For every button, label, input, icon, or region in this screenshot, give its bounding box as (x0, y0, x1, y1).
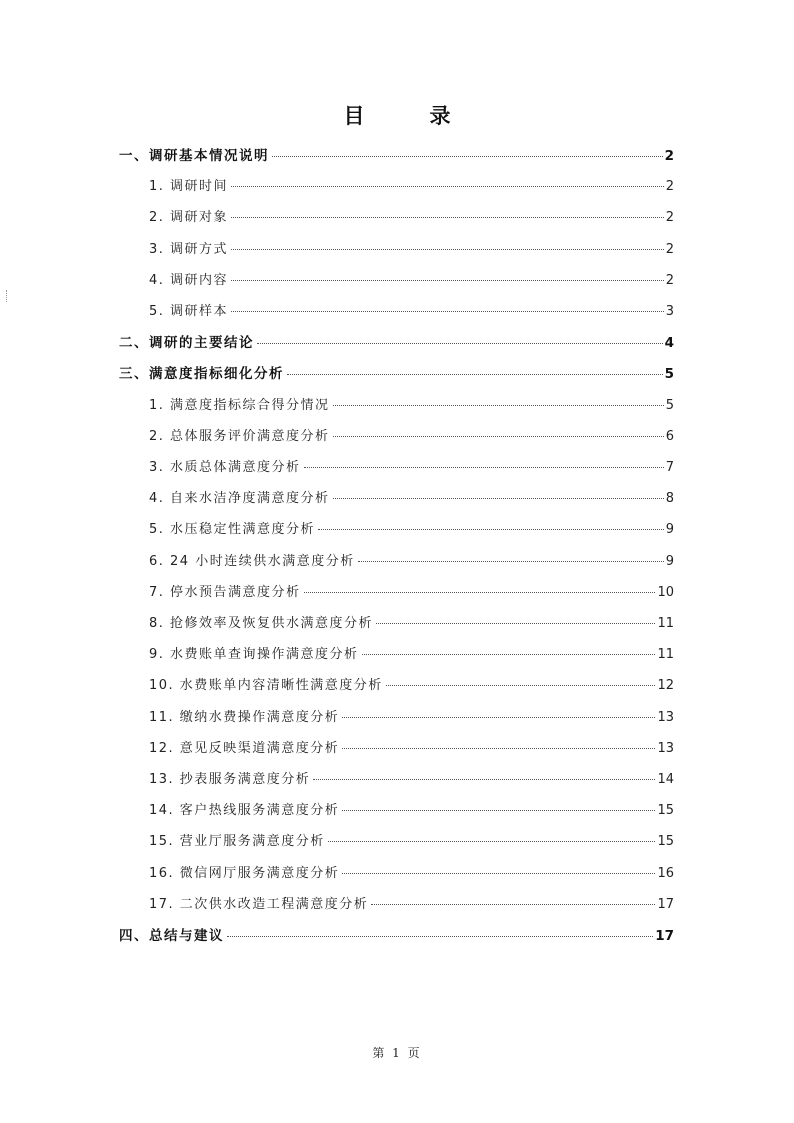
toc-title: 目 录 (343, 104, 473, 128)
toc-subsection-entry[interactable] (149, 643, 674, 665)
toc-subsection-entry[interactable] (149, 175, 674, 197)
toc-page-number: 14 (657, 772, 674, 787)
toc-dot-leader (342, 873, 655, 874)
toc-section-entry[interactable] (119, 924, 674, 946)
toc-subsection-entry[interactable] (149, 518, 674, 540)
toc-dot-leader (287, 374, 663, 375)
toc-page-number: 15 (657, 803, 674, 819)
toc-dot-leader (272, 156, 663, 157)
toc-page-number: 9 (665, 553, 674, 569)
toc-page-number: 17 (657, 896, 674, 912)
toc-dot-leader (313, 779, 655, 780)
toc-entry-text: 17. 二次供水改造工程满意度分析 (149, 896, 369, 912)
toc-entry-text: 13. 抄表服务满意度分析 (149, 772, 311, 787)
toc-entry-text: 14. 客户热线服务满意度分析 (149, 803, 340, 819)
toc-page-number: 2 (665, 179, 674, 195)
toc-dot-leader (342, 810, 655, 811)
toc-entry-text: 3. 水质总体满意度分析 (149, 460, 301, 475)
toc-subsection-entry[interactable] (149, 674, 674, 696)
toc-section-entry[interactable] (119, 362, 674, 384)
toc-dot-leader (371, 904, 655, 905)
toc-entry-text: 4. 自来水洁净度满意度分析 (149, 491, 330, 507)
toc-page-number: 2 (665, 210, 674, 226)
toc-dot-leader (333, 498, 664, 499)
toc-subsection-entry[interactable] (149, 394, 674, 416)
toc-entry-text: 2. 调研对象 (149, 210, 229, 226)
toc-dot-leader (376, 623, 655, 624)
toc-dot-leader (333, 436, 664, 437)
toc-entry-text: 6. 24 小时连续供水满意度分析 (149, 553, 355, 569)
toc-page-number: 17 (655, 928, 674, 944)
toc-entry-text: 5. 水压稳定性满意度分析 (149, 522, 316, 538)
toc-page-number: 8 (665, 491, 674, 507)
toc-subsection-entry[interactable] (149, 456, 674, 478)
toc-dot-leader (227, 936, 653, 937)
toc-entry-text: 一、调研基本情况说明 (119, 148, 269, 164)
toc-subsection-entry[interactable] (149, 581, 674, 603)
toc-page-number: 13 (657, 740, 674, 756)
toc-subsection-entry[interactable] (149, 830, 674, 852)
toc-dot-leader (304, 467, 664, 468)
toc-page-number: 2 (665, 241, 674, 257)
toc-section-entry[interactable] (119, 144, 674, 166)
toc-dot-leader (231, 249, 664, 250)
toc-subsection-entry[interactable] (149, 238, 674, 260)
toc-dot-leader (231, 280, 664, 281)
toc-page-number: 12 (657, 678, 674, 694)
toc-entry-text: 四、总结与建议 (119, 928, 224, 944)
toc-subsection-entry[interactable] (149, 862, 674, 884)
toc-subsection-entry[interactable] (149, 487, 674, 509)
toc-dot-leader (358, 561, 664, 562)
toc-subsection-entry[interactable] (149, 550, 674, 572)
toc-entry-text: 二、调研的主要结论 (119, 335, 254, 352)
toc-subsection-entry[interactable] (149, 300, 674, 322)
toc-entry-text: 1. 满意度指标综合得分情况 (149, 397, 330, 413)
toc-page-number: 16 (657, 865, 674, 881)
toc-page-number: 4 (664, 335, 674, 352)
toc-page-number: 15 (657, 834, 674, 850)
page-footer: 第 1 页 (372, 1046, 422, 1060)
toc-page-number: 7 (665, 460, 674, 475)
toc-page-number: 10 (657, 584, 674, 600)
scan-edge-mark (6, 290, 10, 302)
toc-subsection-entry[interactable] (149, 799, 674, 821)
toc-entry-text: 3. 调研方式 (149, 241, 229, 257)
toc-subsection-entry[interactable] (149, 737, 674, 759)
toc-entry-text: 2. 总体服务评价满意度分析 (149, 428, 330, 444)
toc-entry-text: 9. 水费账单查询操作满意度分析 (149, 647, 359, 663)
toc-dot-leader (362, 654, 656, 655)
toc-dot-leader (257, 343, 663, 344)
toc-entry-text: 1. 调研时间 (149, 179, 229, 195)
toc-page-number: 13 (657, 709, 674, 725)
toc-entry-text: 7. 停水预告满意度分析 (149, 584, 301, 600)
toc-dot-leader (328, 841, 656, 842)
toc-page-number: 2 (665, 272, 674, 288)
toc-subsection-entry[interactable] (149, 269, 674, 291)
toc-subsection-entry[interactable] (149, 768, 674, 790)
toc-section-entry[interactable] (119, 331, 674, 353)
toc-subsection-entry[interactable] (149, 206, 674, 228)
toc-page-number: 6 (665, 428, 674, 444)
toc-page-number: 11 (657, 616, 674, 631)
toc-entry-text: 4. 调研内容 (149, 272, 229, 288)
toc-entry-text: 12. 意见反映渠道满意度分析 (149, 740, 340, 756)
toc-page-number: 9 (665, 522, 674, 538)
toc-dot-leader (231, 217, 664, 218)
toc-dot-leader (318, 529, 664, 530)
toc-dot-leader (386, 685, 656, 686)
toc-dot-leader (342, 717, 655, 718)
toc-page-number: 2 (664, 148, 674, 164)
toc-page-number: 5 (664, 366, 674, 383)
toc-page-number: 11 (657, 647, 674, 663)
toc-subsection-entry[interactable] (149, 706, 674, 728)
toc-entry-text: 三、满意度指标细化分析 (119, 366, 284, 383)
toc-entry-text: 15. 营业厅服务满意度分析 (149, 834, 325, 850)
toc-dot-leader (231, 186, 664, 187)
toc-entry-text: 5. 调研样本 (149, 304, 229, 319)
toc-page-number: 5 (665, 397, 674, 413)
toc-entry-text: 16. 微信网厅服务满意度分析 (149, 865, 340, 881)
toc-entry-text: 8. 抢修效率及恢复供水满意度分析 (149, 616, 374, 631)
toc-entry-text: 10. 水费账单内容清晰性满意度分析 (149, 678, 383, 694)
toc-page-number: 3 (665, 304, 674, 319)
toc-dot-leader (333, 405, 664, 406)
toc-entry-text: 11. 缴纳水费操作满意度分析 (149, 709, 340, 725)
toc-dot-leader (342, 748, 655, 749)
toc-subsection-entry[interactable] (149, 893, 674, 915)
toc-subsection-entry[interactable] (149, 612, 674, 634)
toc-dot-leader (304, 592, 656, 593)
toc-subsection-entry[interactable] (149, 425, 674, 447)
toc-dot-leader (231, 311, 664, 312)
